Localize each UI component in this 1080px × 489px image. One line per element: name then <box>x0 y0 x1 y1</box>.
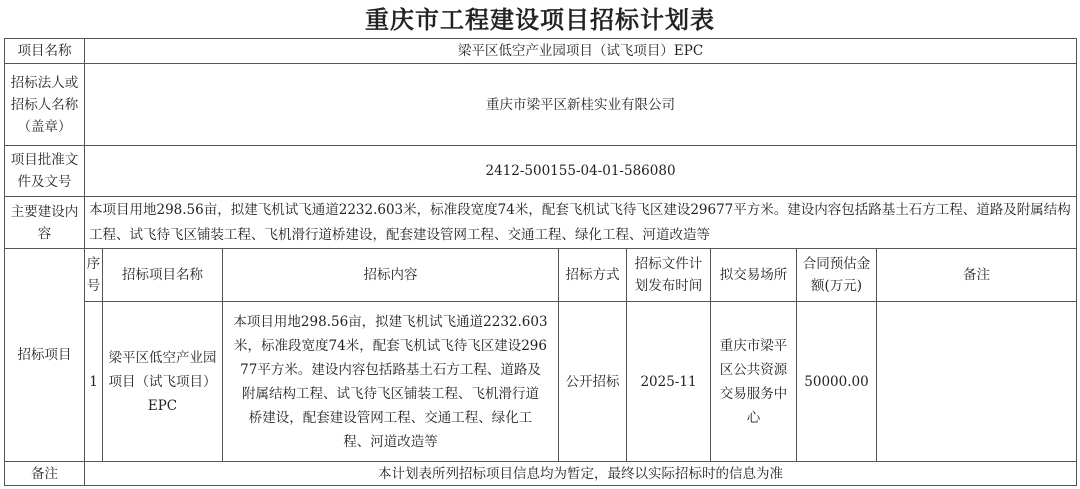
bidding-header-row <box>5 249 1077 302</box>
page-title: 重庆市工程建设项目招标计划表 <box>365 5 715 34</box>
bidding-label: 招标项目 <box>5 249 85 462</box>
header-name: 招标项目名称 <box>103 249 223 302</box>
project-name-value: 梁平区低空产业园项目（试飞项目）EPC <box>85 39 1077 64</box>
approval-value: 2412-500155-04-01-586080 <box>85 146 1077 197</box>
header-method: 招标方式 <box>559 249 627 302</box>
header-content: 招标内容 <box>223 249 559 302</box>
header-seq: 序 号 <box>85 249 103 302</box>
content-value: 本项目用地298.56亩，拟建飞机试飞通道2232.603米，标准段宽度74米，配套飞机试飞待飞区建设29677平方米。建设内容包括路基土石方工程、道路及附属结构工程、试飞待飞区铺装工程、飞机滑行道桥建设，配套建设管网工程、交通工程、绿化工程、河道改造等 <box>85 197 1077 249</box>
row-tenderer <box>5 64 1077 146</box>
header-amount: 合同预估金 额(万元) <box>797 249 877 302</box>
content-label: 主要建设内 容 <box>5 197 85 249</box>
approval-label: 项目批准文 件及文号 <box>5 146 85 197</box>
tenderer-value: 重庆市梁平区新桂实业有限公司 <box>85 64 1077 146</box>
project-name-label: 项目名称 <box>5 39 85 64</box>
item-venue: 重庆市梁平 区公共资源 交易服务中 心 <box>711 302 797 462</box>
item-name: 梁平区低空产业园 项目（试飞项目） EPC <box>103 302 223 462</box>
item-method: 公开招标 <box>559 302 627 462</box>
item-content: 本项目用地298.56亩，拟建飞机试飞通道2232.603 米，标准段宽度74米，配套飞机试飞待飞区建设296 77平方米。建设内容包括路基土石方工程、道路及 附属结构工程、试飞待飞区铺装工程、飞机滑行道 桥建设，配套建设管网工程、交通工程、绿化工 程、河道改造等 <box>223 302 559 462</box>
tender-plan-table <box>4 38 1077 486</box>
row-note <box>5 462 1077 486</box>
header-venue: 拟交易场所 <box>711 249 797 302</box>
header-time: 招标文件计 划发布时间 <box>627 249 711 302</box>
row-approval <box>5 146 1077 197</box>
item-remark <box>877 302 1077 462</box>
item-seq: 1 <box>85 302 103 462</box>
note-label: 备注 <box>5 462 85 486</box>
tenderer-label: 招标法人或 招标人名称 （盖章） <box>5 64 85 146</box>
bidding-item-row <box>5 302 1077 462</box>
row-project-name <box>5 39 1077 64</box>
header-remark: 备注 <box>877 249 1077 302</box>
item-time: 2025-11 <box>627 302 711 462</box>
note-value: 本计划表所列招标项目信息均为暂定，最终以实际招标时的信息为准 <box>85 462 1077 486</box>
row-content <box>5 197 1077 249</box>
item-amount: 50000.00 <box>797 302 877 462</box>
